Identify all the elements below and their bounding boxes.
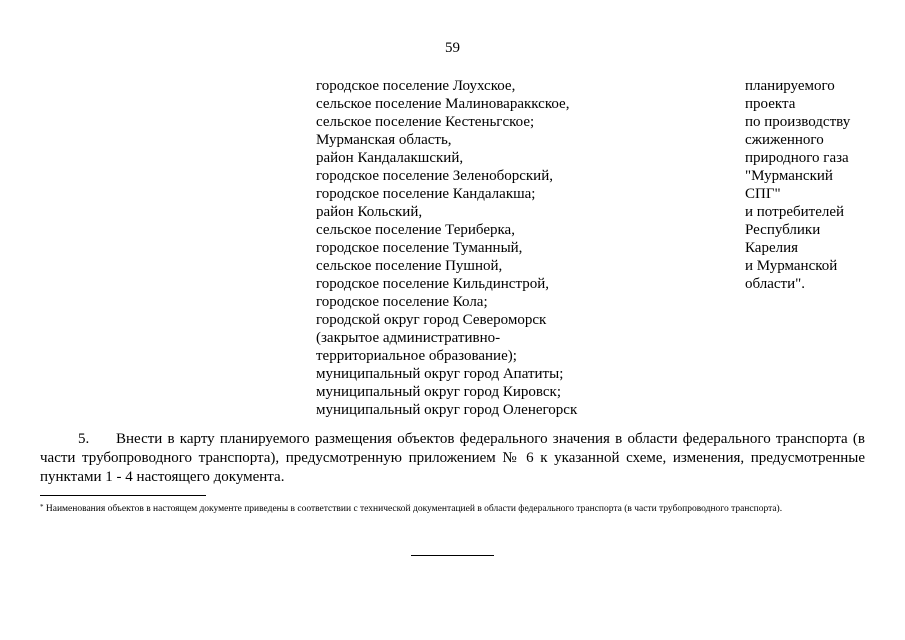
table-line: и потребителей: [745, 204, 845, 220]
table-line: и Мурманской: [745, 258, 838, 274]
table-line: (закрытое административно-: [316, 330, 501, 346]
table-line: Мурманская область,: [316, 132, 452, 148]
table-line: городское поселение Кола;: [316, 294, 488, 310]
table-line: городское поселение Зеленоборский,: [316, 168, 553, 184]
table-line: городское поселение Туманный,: [316, 240, 523, 256]
table-line: сельское поселение Кестеньгское;: [316, 114, 535, 130]
table-line: природного газа: [745, 150, 849, 166]
table-line: муниципальный округ город Оленегорск: [316, 402, 578, 418]
table-line: СПГ": [745, 186, 781, 202]
page-number: 59: [445, 40, 460, 56]
table-line: проекта: [745, 96, 796, 112]
footnote: [40, 503, 865, 515]
table-line: сельское поселение Териберка,: [316, 222, 515, 238]
table-line: территориальное образование);: [316, 348, 517, 364]
table-line: городское поселение Кандалакша;: [316, 186, 536, 202]
table-line: район Кольский,: [316, 204, 423, 220]
table-column-purpose: [745, 77, 885, 293]
table-line: городское поселение Лоухское,: [316, 78, 516, 94]
end-of-document-rule: [411, 555, 494, 556]
footnote-marker: *: [40, 503, 44, 511]
paragraph-number: 5.: [78, 431, 90, 447]
table-column-territories: [316, 77, 616, 419]
table-line: городской округ город Североморск: [316, 312, 547, 328]
table-line: сельское поселение Малиновараккское,: [316, 96, 570, 112]
table-line: район Кандалакшский,: [316, 150, 464, 166]
table-line: Карелия: [745, 240, 799, 256]
table-line: области".: [745, 276, 806, 292]
table-line: по производству: [745, 114, 851, 130]
table-line: "Мурманский: [745, 168, 833, 184]
table-line: Республики: [745, 222, 821, 238]
table-line: сельское поселение Пушной,: [316, 258, 503, 274]
table-line: планируемого: [745, 78, 835, 94]
paragraph-item-5: [40, 430, 865, 487]
footnote-text: Наименования объектов в настоящем документе приведены в соответствии с технической документацией в области федерального транспорта (в части трубопроводного транспорта).: [43, 504, 783, 514]
table-line: сжиженного: [745, 132, 824, 148]
footnote-separator: [40, 495, 206, 496]
paragraph-text: Внести в карту планируемого размещения объектов федерального значения в области федерального транспорта (в части трубопроводного транспорта), предусмотренную приложением № 6 к указанной схеме, изменения, предусмотренные пунктами 1 - 4 настоящего документа.: [40, 431, 865, 485]
table-line: городское поселение Кильдинстрой,: [316, 276, 549, 292]
table-line: муниципальный округ город Апатиты;: [316, 366, 564, 382]
table-line: муниципальный округ город Кировск;: [316, 384, 561, 400]
